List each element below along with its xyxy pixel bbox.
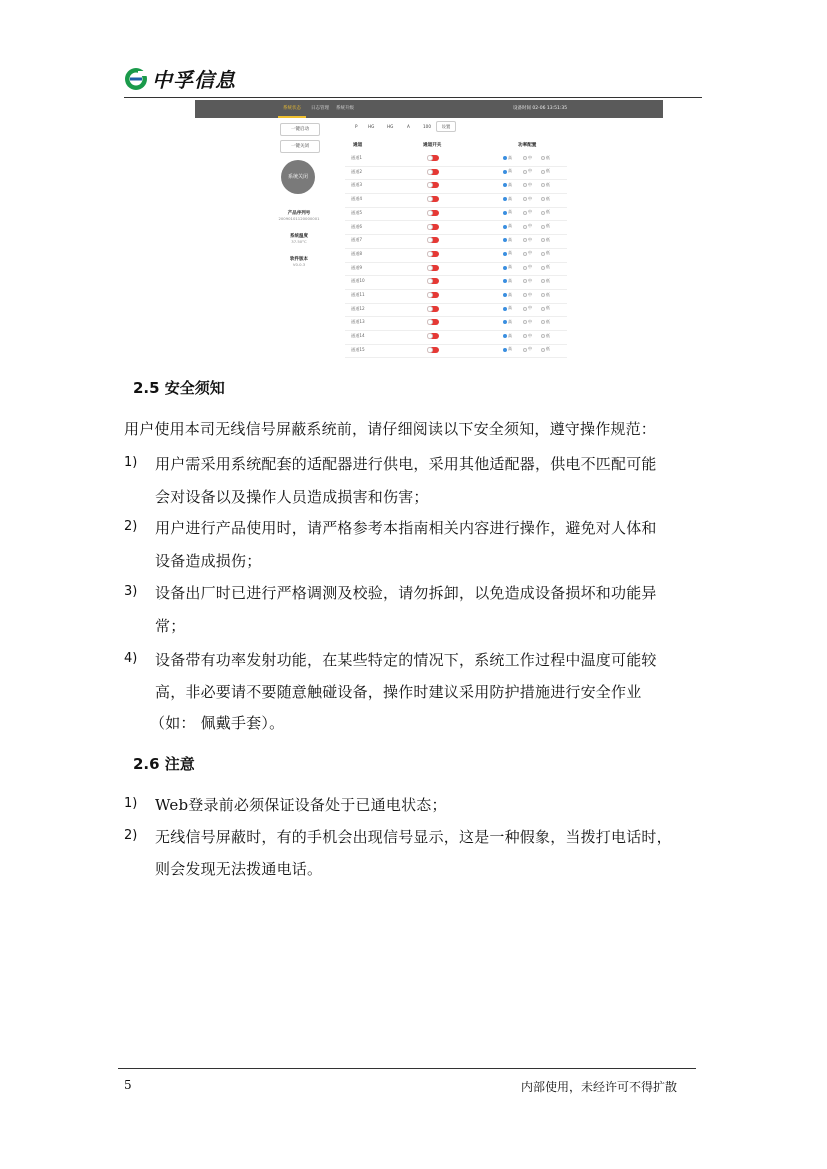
- section-2-5-intro: 用户使用本司无线信号屏蔽系统前，请仔细阅读以下安全须知，遵守操作规范：: [124, 420, 657, 438]
- list-item-line: 无线信号屏蔽时，有的手机会出现信号显示，这是一种假象，当拨打电话时，: [155, 828, 672, 846]
- screenshot-power-option-label: 高: [508, 195, 512, 201]
- screenshot-power-option-label: 中: [528, 181, 532, 187]
- list-item-line: 设备带有功率发射功能，在某些特定的情况下，系统工作过程中温度可能较: [155, 651, 657, 669]
- screenshot-power-radio: [523, 252, 527, 256]
- screenshot-power-option-label: 中: [528, 223, 532, 228]
- screenshot-power-radio: [541, 252, 545, 256]
- screenshot-channel-name: 通道11: [351, 292, 365, 297]
- footer-divider: [118, 1068, 696, 1069]
- screenshot-power-option-label: 中: [528, 305, 532, 311]
- screenshot-channel-row: [345, 289, 567, 304]
- screenshot-channel-row: [345, 344, 567, 359]
- screenshot-channel-toggle: [427, 251, 439, 257]
- list-item-line: 常；: [155, 617, 186, 635]
- screenshot-start-all-button: 一键启动: [280, 123, 320, 136]
- screenshot-active-tab-indicator: [278, 116, 306, 118]
- screenshot-channel-toggle: [427, 182, 439, 188]
- screenshot-power-radio: [523, 197, 527, 201]
- screenshot-power-option-label: 低: [546, 332, 550, 338]
- screenshot-power-option-label: 高: [508, 318, 512, 324]
- screenshot-channel-name: 通道14: [351, 333, 365, 339]
- screenshot-channel-name: 通道4: [351, 196, 363, 202]
- page-number: 5: [124, 1078, 132, 1092]
- screenshot-power-radio: [541, 197, 545, 201]
- screenshot-channel-row: [345, 262, 567, 277]
- screenshot-channel-toggle: [427, 333, 439, 339]
- screenshot-channel-name: 通道2: [351, 168, 363, 174]
- screenshot-power-option-label: 低: [546, 250, 550, 256]
- screenshot-power-radio: [541, 320, 545, 324]
- screenshot-channel-row: [345, 193, 567, 208]
- list-number: 4): [124, 651, 138, 666]
- list-number: 1): [124, 455, 138, 470]
- screenshot-power-radio: [503, 183, 507, 187]
- screenshot-device-time: 设备时间 02-06 13:51:35: [513, 106, 568, 111]
- screenshot-power-option-label: 中: [528, 291, 532, 297]
- screenshot-power-option-label: 高: [508, 154, 512, 160]
- screenshot-channel-row: [345, 275, 567, 290]
- screenshot-channel-toggle: [427, 210, 439, 216]
- screenshot-power-option-label: 低: [546, 223, 550, 228]
- screenshot-tab-upgrade: 系统升级: [336, 106, 354, 111]
- screenshot-power-option-label: 高: [508, 305, 512, 311]
- list-number: 1): [124, 796, 138, 811]
- screenshot-power-option-label: 高: [508, 168, 512, 174]
- section-2-6-title: 2.6 注意: [133, 755, 195, 773]
- screenshot-channel-toggle: [427, 224, 439, 230]
- screenshot-power-radio: [541, 211, 545, 215]
- screenshot-version-value: V0.0.3: [292, 262, 306, 267]
- screenshot-power-option-label: 高: [508, 250, 512, 256]
- screenshot-power-radio: [523, 307, 527, 311]
- screenshot-col-channel: 通道: [353, 143, 363, 148]
- screenshot-status-circle: 系统关闭: [281, 160, 315, 194]
- screenshot-power-radio: [523, 170, 527, 174]
- screenshot-power-option-label: 低: [546, 236, 550, 242]
- screenshot-power-radio: [541, 183, 545, 187]
- screenshot-channel-name: 通道3: [351, 182, 363, 188]
- company-logo: [124, 64, 236, 93]
- screenshot-channel-row: [345, 303, 567, 318]
- footer-note: 内部使用，未经许可不得扩散: [521, 1080, 678, 1094]
- screenshot-power-option-label: 中: [528, 168, 532, 174]
- screenshot-power-radio: [541, 156, 545, 160]
- screenshot-power-radio: [523, 293, 527, 297]
- screenshot-power-cell: 100: [423, 124, 431, 129]
- screenshot-power-radio: [503, 279, 507, 283]
- screenshot-power-option-label: 低: [546, 168, 550, 174]
- screenshot-power-radio: [541, 225, 545, 229]
- screenshot-power-radio: [541, 279, 545, 283]
- screenshot-col-power: 功率配置: [518, 143, 537, 148]
- list-number: 2): [124, 519, 138, 534]
- screenshot-channel-name: 通道8: [351, 250, 363, 256]
- screenshot-channel-toggle: [427, 155, 439, 161]
- screenshot-power-radio: [503, 238, 507, 242]
- screenshot-power-cell: P: [355, 124, 358, 129]
- header-divider: [124, 97, 702, 98]
- screenshot-power-radio: [503, 170, 507, 174]
- list-item-line: 用户进行产品使用时，请严格参考本指南相关内容进行操作，避免对人体和: [155, 519, 657, 537]
- screenshot-power-radio: [523, 238, 527, 242]
- screenshot-channel-row: [345, 248, 567, 263]
- screenshot-channel-toggle: [427, 237, 439, 243]
- screenshot-version-label: 软件版本: [290, 257, 308, 262]
- screenshot-col-switch: 通道开关: [423, 143, 442, 148]
- screenshot-power-radio: [541, 170, 545, 174]
- screenshot-power-option-label: 高: [508, 236, 512, 242]
- screenshot-power-option-label: 高: [508, 209, 512, 215]
- screenshot-power-radio: [503, 348, 507, 352]
- screenshot-power-option-label: 中: [528, 264, 532, 270]
- screenshot-power-option-label: 低: [546, 195, 550, 201]
- screenshot-tab-status: 系统状态: [283, 106, 301, 111]
- screenshot-power-option-label: 低: [546, 318, 550, 324]
- screenshot-power-radio: [503, 225, 507, 229]
- list-number: 2): [124, 828, 138, 843]
- screenshot-power-radio: [523, 320, 527, 324]
- screenshot-power-radio: [503, 211, 507, 215]
- list-item-line: Web登录前必须保证设备处于已通电状态；: [155, 796, 447, 814]
- embedded-screenshot: [195, 100, 663, 362]
- screenshot-temp-label: 系统温度: [290, 234, 308, 239]
- screenshot-power-radio: [541, 293, 545, 297]
- screenshot-power-option-label: 中: [528, 332, 532, 338]
- screenshot-power-radio: [523, 225, 527, 229]
- screenshot-temp-value: 37.50°C: [291, 239, 307, 244]
- screenshot-power-cell: HG: [368, 124, 375, 129]
- screenshot-channel-toggle: [427, 196, 439, 202]
- screenshot-channel-row: [345, 179, 567, 194]
- screenshot-channel-row: [345, 330, 567, 345]
- screenshot-channel-row: [345, 207, 567, 222]
- screenshot-power-option-label: 高: [508, 181, 512, 187]
- screenshot-channel-toggle: [427, 278, 439, 284]
- screenshot-power-cell: HG: [387, 124, 394, 129]
- logo-mark-icon: [124, 67, 148, 91]
- screenshot-set-power-button: 设置: [436, 121, 456, 132]
- screenshot-power-option-label: 低: [546, 291, 550, 297]
- list-item-line: 则会发现无法拨通电话。: [155, 860, 323, 878]
- screenshot-power-radio: [503, 307, 507, 311]
- screenshot-power-radio: [523, 279, 527, 283]
- screenshot-power-radio: [503, 293, 507, 297]
- screenshot-power-option-label: 中: [528, 236, 532, 242]
- screenshot-channel-name: 通道6: [351, 223, 363, 229]
- screenshot-channel-toggle: [427, 306, 439, 312]
- screenshot-power-radio: [503, 156, 507, 160]
- screenshot-stop-all-button: 一键关闭: [280, 140, 320, 153]
- screenshot-power-radio: [503, 197, 507, 201]
- screenshot-power-option-label: 高: [508, 264, 512, 270]
- screenshot-channel-row: [345, 166, 567, 181]
- screenshot-power-radio: [541, 348, 545, 352]
- screenshot-power-option-label: 中: [528, 209, 532, 215]
- screenshot-power-option-label: 低: [546, 154, 550, 160]
- screenshot-power-radio: [503, 320, 507, 324]
- screenshot-channel-row: [345, 234, 567, 249]
- screenshot-power-radio: [523, 156, 527, 160]
- screenshot-power-option-label: 高: [508, 332, 512, 338]
- screenshot-power-option-label: 低: [546, 277, 550, 283]
- screenshot-channel-toggle: [427, 169, 439, 175]
- screenshot-channel-row: [345, 316, 567, 331]
- screenshot-tab-logs: 日志管理: [311, 106, 329, 111]
- list-item-line: （如： 佩戴手套）。: [150, 714, 285, 732]
- screenshot-channel-name: 通道5: [351, 209, 363, 215]
- screenshot-channel-row: [345, 152, 567, 167]
- screenshot-channel-toggle: [427, 265, 439, 271]
- screenshot-power-radio: [503, 334, 507, 338]
- list-number: 3): [124, 584, 138, 599]
- list-item-line: 设备出厂时已进行严格调测及校验，请勿拆卸，以免造成设备损坏和功能异: [155, 584, 657, 602]
- screenshot-channel-name: 通道15: [351, 346, 365, 352]
- list-item-line: 设备造成损伤；: [155, 552, 262, 570]
- screenshot-channel-name: 通道9: [351, 264, 363, 270]
- screenshot-channel-row: [345, 221, 567, 236]
- screenshot-power-radio: [523, 183, 527, 187]
- screenshot-top-bar: [195, 100, 663, 118]
- screenshot-channel-name: 通道7: [351, 237, 363, 243]
- screenshot-power-option-label: 低: [546, 181, 550, 187]
- screenshot-power-radio: [523, 334, 527, 338]
- screenshot-power-option-label: 中: [528, 250, 532, 256]
- screenshot-channel-name: 通道12: [351, 305, 365, 311]
- screenshot-power-option-label: 高: [508, 346, 512, 352]
- screenshot-channel-toggle: [427, 292, 439, 298]
- list-item-line: 会对设备以及操作人员造成损害和伤害；: [155, 488, 429, 506]
- screenshot-power-radio: [523, 266, 527, 270]
- screenshot-power-option-label: 低: [546, 305, 550, 311]
- list-item-line: 高，非必要请不要随意触碰设备，操作时建议采用防护措施进行安全作业: [155, 683, 642, 701]
- screenshot-power-option-label: 低: [546, 346, 550, 352]
- logo-text: 中孚信息: [152, 68, 236, 92]
- screenshot-power-option-label: 中: [528, 195, 532, 201]
- screenshot-serial-value: 20090101120000001: [278, 216, 320, 221]
- screenshot-power-option-label: 高: [508, 277, 512, 283]
- screenshot-power-radio: [541, 307, 545, 311]
- screenshot-power-option-label: 中: [528, 154, 532, 160]
- screenshot-power-radio: [503, 266, 507, 270]
- screenshot-power-option-label: 高: [508, 223, 512, 228]
- screenshot-channel-name: 通道1: [351, 155, 363, 160]
- screenshot-power-option-label: 低: [546, 264, 550, 270]
- list-item-line: 用户需采用系统配套的适配器进行供电，采用其他适配器，供电不匹配可能: [155, 455, 657, 473]
- screenshot-power-radio: [541, 238, 545, 242]
- section-2-5-title: 2.5 安全须知: [133, 379, 225, 397]
- screenshot-channel-toggle: [427, 347, 439, 353]
- screenshot-power-option-label: 中: [528, 346, 532, 352]
- screenshot-power-radio: [541, 334, 545, 338]
- screenshot-power-radio: [503, 252, 507, 256]
- screenshot-power-option-label: 低: [546, 209, 550, 215]
- screenshot-channel-name: 通道13: [351, 319, 365, 325]
- screenshot-channel-toggle: [427, 319, 439, 325]
- screenshot-channel-name: 通道10: [351, 278, 365, 284]
- screenshot-power-radio: [541, 266, 545, 270]
- screenshot-power-cell: A: [407, 124, 410, 129]
- screenshot-power-radio: [523, 211, 527, 215]
- screenshot-power-radio: [523, 348, 527, 352]
- screenshot-power-option-label: 中: [528, 277, 532, 283]
- screenshot-serial-label: 产品序列号: [287, 211, 311, 216]
- screenshot-power-option-label: 中: [528, 318, 532, 324]
- screenshot-power-option-label: 高: [508, 291, 512, 297]
